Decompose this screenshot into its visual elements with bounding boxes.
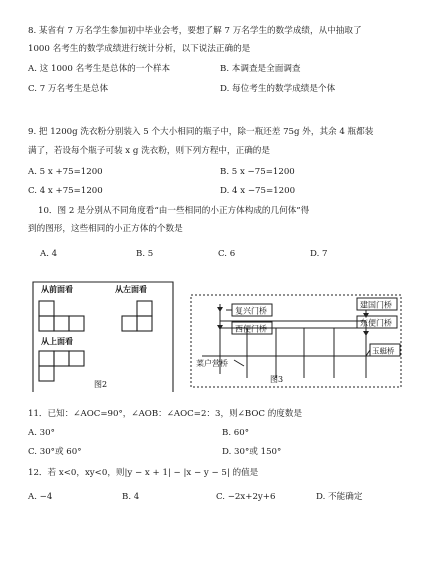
- figure-3: [190, 294, 402, 388]
- left-view-cell: [137, 316, 152, 331]
- figure-2-caption: 图2: [94, 380, 108, 389]
- marker-icon: [363, 331, 369, 336]
- q12-option-b: B. 4: [122, 492, 140, 502]
- q8-option-b: B. 本调查是全面调查: [220, 64, 301, 74]
- q11-option-d: D. 30°或 150°: [222, 447, 282, 457]
- q10-option-c: C. 6: [218, 249, 236, 259]
- q8-option-a: A. 这 1000 名考生是总体的一个样本: [28, 64, 171, 74]
- marker-icon: [217, 307, 223, 312]
- figure-2: [32, 281, 174, 393]
- q12-option-d: D. 不能确定: [316, 492, 363, 502]
- leader-line: [234, 360, 244, 366]
- q8-stem-line2: 1000 名考生的数学成绩进行统计分析，以下说法正确的是: [28, 44, 251, 54]
- q9-stem-line1: 9. 把 1200g 洗衣粉分别装入 5 个大小相同的瓶子中，除一瓶还差 75g 外，其余 4 瓶都装: [28, 127, 374, 137]
- q8-stem-line1: 8. 某省有 7 万名学生参加初中毕业会考，要想了解 7 万名学生的数学成绩，从中抽取了: [28, 26, 362, 36]
- front-view-cell: [54, 316, 69, 331]
- label-dongbian: 东便门桥: [360, 318, 392, 328]
- q11-option-c: C. 30°或 60°: [28, 447, 82, 457]
- q10-option-d: D. 7: [310, 249, 328, 259]
- q10-option-b: B. 5: [136, 249, 154, 259]
- top-view-label: 从上面看: [41, 336, 73, 346]
- top-view-cell: [54, 351, 69, 366]
- q10-option-a: A. 4: [40, 249, 58, 259]
- top-view-cell: [39, 351, 54, 366]
- leader-line: [366, 350, 370, 356]
- front-view-label: 从前面看: [41, 284, 73, 294]
- q12-option-a: A. −4: [28, 492, 53, 502]
- q9-option-c: C. 4 x +75=1200: [28, 186, 103, 196]
- label-xibian: 西便门桥: [235, 324, 267, 334]
- q9-option-b: B. 5 x −75=1200: [220, 167, 295, 177]
- q12-stem: 12．若 x<0，xy<0，则|y − x + 1| − |x − y − 5| 的值是: [28, 468, 259, 478]
- q9-stem-line2: 满了，若设每个瓶子可装 x g 洗衣粉，则下列方程中，正确的是: [28, 146, 270, 156]
- left-view-label: 从左面看: [115, 284, 147, 294]
- label-yuting: 玉蜓桥: [372, 346, 395, 356]
- top-view-cell: [39, 366, 54, 381]
- q10-stem-line2: 到的图形，这些相同的小正方体的个数是: [28, 224, 183, 234]
- label-jianguo: 建国门桥: [360, 300, 392, 310]
- label-caihu: 菜户营桥: [196, 359, 228, 368]
- left-view-cell: [122, 316, 137, 331]
- q8-option-d: D. 每位考生的数学成绩是个体: [220, 84, 336, 94]
- figure-3-caption: 图3: [270, 375, 284, 384]
- front-view-cell: [39, 316, 54, 331]
- front-view-cell: [69, 316, 84, 331]
- q9-option-d: D. 4 x −75=1200: [220, 186, 296, 196]
- q12-option-c: C. −2x+2y+6: [216, 492, 276, 502]
- q8-option-c: C. 7 万名考生是总体: [28, 84, 109, 94]
- q9-option-a: A. 5 x +75=1200: [28, 167, 103, 177]
- left-view-cell: [137, 301, 152, 316]
- q11-option-b: B. 60°: [222, 428, 250, 438]
- top-view-cell: [69, 351, 84, 366]
- front-view-cell: [39, 301, 54, 316]
- q10-stem-line1: 10．图 2 是分别从不同角度看“由一些相同的小正方体构成的几何体”得: [38, 206, 310, 216]
- label-fuxing: 复兴门桥: [235, 306, 267, 316]
- q11-option-a: A. 30°: [28, 428, 55, 438]
- q11-stem: 11．已知：∠AOC=90°，∠AOB：∠AOC=2：3，则∠BOC 的度数是: [28, 409, 303, 419]
